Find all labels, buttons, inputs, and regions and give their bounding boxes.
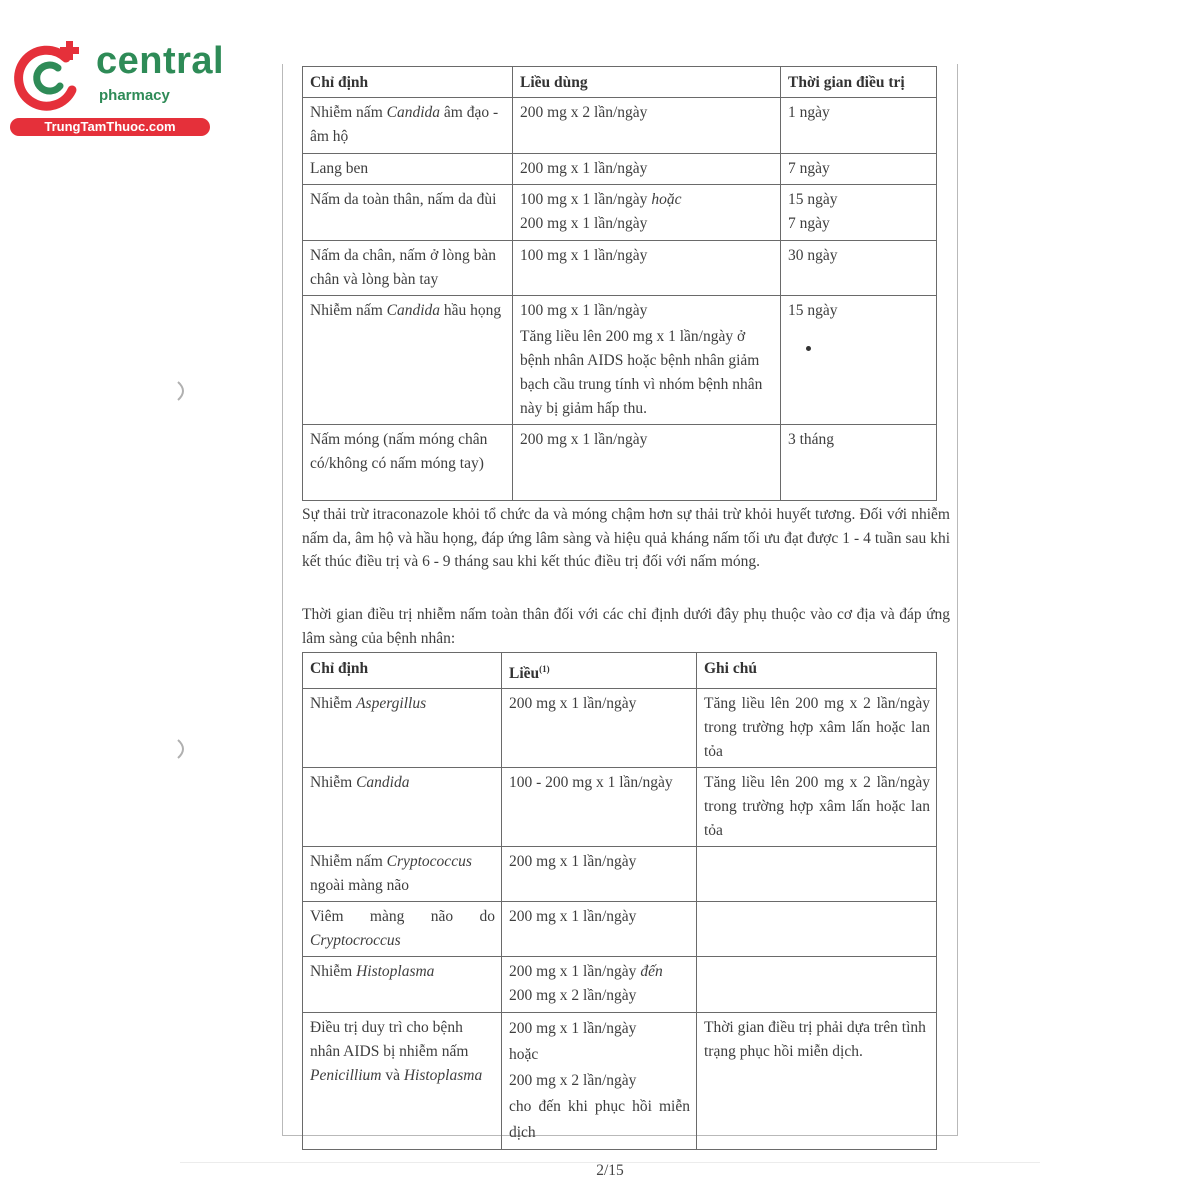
indication-cell: Nấm da chân, nấm ở lòng bàn chân và lòng bàn tay	[303, 241, 513, 296]
logo-brand-name: central	[96, 40, 225, 82]
note-cell	[697, 902, 937, 957]
indication-cell: Nhiễm nấm Cryptococcus ngoài màng não	[303, 847, 502, 902]
dosage-table	[302, 66, 937, 501]
central-pharmacy-logo	[10, 36, 225, 136]
table-row	[303, 241, 937, 296]
note-cell: Tăng liều lên 200 mg x 2 lần/ngày trong trường hợp xâm lấn hoặc lan tỏa	[697, 689, 937, 768]
logo-brand-sub: pharmacy	[99, 87, 170, 104]
table-row	[303, 425, 937, 501]
note-cell: Tăng liều lên 200 mg x 2 lần/ngày trong trường hợp xâm lấn hoặc lan tỏa	[697, 768, 937, 847]
table-header-row	[303, 653, 937, 689]
indication-cell: Nhiễm Candida	[303, 768, 502, 847]
paragraph-systemic-duration: Thời gian điều trị nhiễm nấm toàn thân đối với các chỉ định dưới đây phụ thuộc vào cơ địa và đáp ứng lâm sàng của bệnh nhân:	[302, 606, 950, 647]
dose-cell: 200 mg x 1 lần/ngày	[502, 847, 697, 902]
pharmacy-cross-logo-icon	[12, 38, 88, 114]
dose-cell: 200 mg x 1 lần/ngày	[502, 902, 697, 957]
dose-cell: 100 mg x 1 lần/ngày Tăng liều lên 200 mg x 1 lần/ngày ở bệnh nhân AIDS hoặc bệnh nhân giảm bạch cầu trung tính vì nhóm bệnh nhân này bị giảm hấp thu.	[513, 296, 781, 425]
indication-cell: Nhiễm nấm Candida hầu họng	[303, 296, 513, 425]
paragraph-elimination: Sự thải trừ itraconazole khỏi tổ chức da và móng chậm hơn sự thải trừ khỏi huyết tương. Đối với nhiễm nấm da, âm hộ và hầu họng, đáp ứng lâm sàng và hiệu quả kháng nấm tối ưu đạt được 1 - 4 tuần sau khi kết thúc điều trị và 6 - 9 tháng sau khi kết thúc điều trị đối với nấm móng.	[302, 506, 950, 570]
table-row	[303, 902, 937, 957]
dose-cell: 200 mg x 2 lần/ngày	[513, 98, 781, 154]
footnote-marker: (1)	[539, 664, 550, 674]
table-row	[303, 768, 937, 847]
column-header-note: Ghi chú	[697, 653, 937, 689]
punch-hole-icon	[176, 738, 190, 760]
dose-cell: 100 - 200 mg x 1 lần/ngày	[502, 768, 697, 847]
column-header-dose: Liều$^{(1)}$	[502, 653, 697, 689]
note-cell: Thời gian điều trị phải dựa trên tình trạng phục hồi miễn dịch.	[697, 1013, 937, 1150]
column-header-duration: Thời gian điều trị	[781, 67, 937, 98]
table-header-row	[303, 67, 937, 98]
logo-url-badge: TrungTamThuoc.com	[10, 118, 210, 136]
note-cell	[697, 957, 937, 1013]
duration-cell: 7 ngày	[781, 154, 937, 185]
table-row	[303, 847, 937, 902]
indication-cell: Nấm móng (nấm móng chân có/không có nấm móng tay)	[303, 425, 513, 501]
duration-cell: 15 ngày 7 ngày	[781, 185, 937, 241]
table-row	[303, 689, 937, 768]
column-header-dose: Liều dùng	[513, 67, 781, 98]
dose-cell: 100 mg x 1 lần/ngày hoặc 200 mg x 1 lần/ngày	[513, 185, 781, 241]
dose-cell: 200 mg x 1 lần/ngày hoặc 200 mg x 2 lần/ngày cho đến khi phục hồi miễn dịch	[502, 1013, 697, 1150]
indication-cell: Điều trị duy trì cho bệnh nhân AIDS bị nhiễm nấm Penicillium và Histoplasma	[303, 1013, 502, 1150]
indication-cell: Viêm màng não do Cryptocroccus	[303, 902, 502, 957]
table-row	[303, 1013, 937, 1150]
indication-cell: Nhiễm Histoplasma	[303, 957, 502, 1013]
column-header-indication: Chỉ định	[303, 653, 502, 689]
table-row	[303, 154, 937, 185]
punch-hole-icon	[176, 380, 190, 402]
duration-cell: 1 ngày	[781, 98, 937, 154]
table-row	[303, 296, 937, 425]
indication-cell: Nhiễm Aspergillus	[303, 689, 502, 768]
indication-cell: Lang ben	[303, 154, 513, 185]
dose-cell: 200 mg x 1 lần/ngày	[513, 425, 781, 501]
note-cell	[697, 847, 937, 902]
table-row	[303, 185, 937, 241]
dose-cell: 200 mg x 1 lần/ngày đến 200 mg x 2 lần/ngày	[502, 957, 697, 1013]
dose-cell: 200 mg x 1 lần/ngày	[513, 154, 781, 185]
systemic-dosage-table	[302, 652, 937, 1150]
duration-cell: 3 tháng	[781, 425, 937, 501]
dose-cell: 200 mg x 1 lần/ngày	[502, 689, 697, 768]
dose-cell: 100 mg x 1 lần/ngày	[513, 241, 781, 296]
table-row	[303, 957, 937, 1013]
duration-cell: 30 ngày	[781, 241, 937, 296]
table-row	[303, 98, 937, 154]
indication-cell: Nấm da toàn thân, nấm da đùi	[303, 185, 513, 241]
page-number: 2/15	[596, 1162, 624, 1179]
indication-cell: Nhiễm nấm Candida âm đạo - âm hộ	[303, 98, 513, 154]
duration-cell: 15 ngày	[781, 296, 937, 425]
column-header-indication: Chỉ định	[303, 67, 513, 98]
